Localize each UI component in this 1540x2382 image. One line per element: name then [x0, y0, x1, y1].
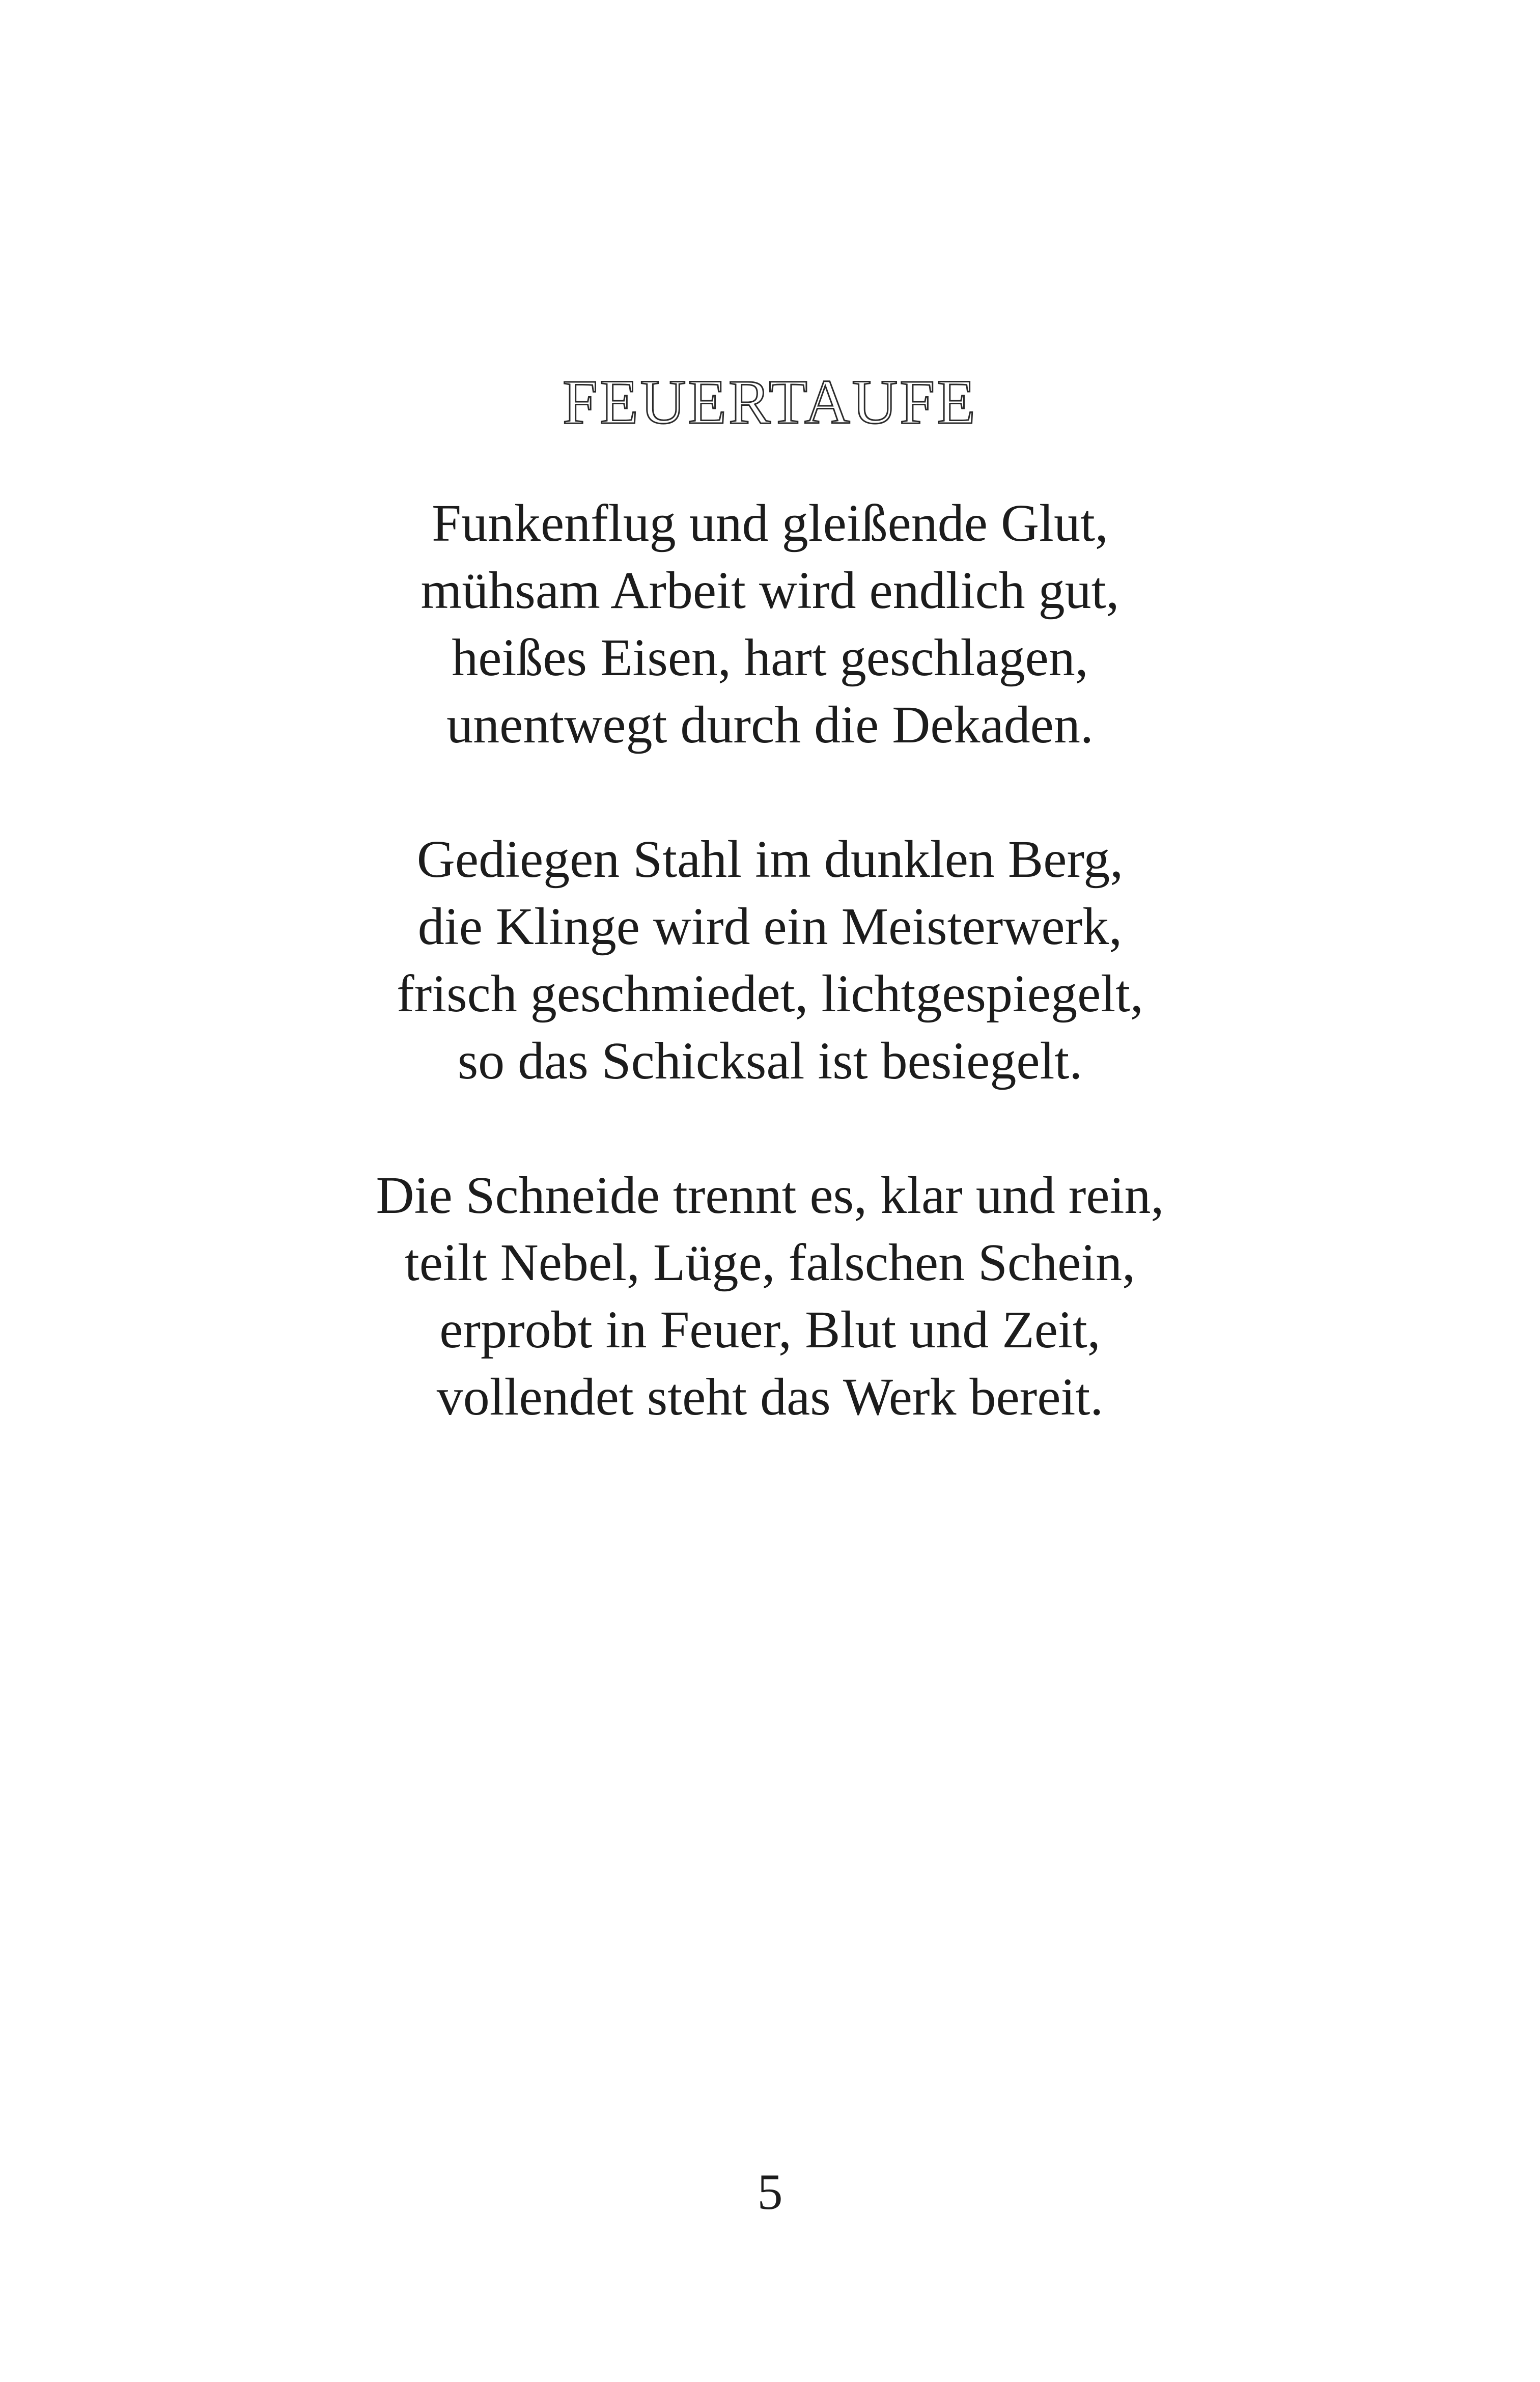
poem-line: Funkenflug und gleißende Glut, [432, 494, 1108, 552]
stanza-1 [0, 490, 1540, 759]
page-number: 5 [757, 2164, 783, 2220]
poem-line: vollendet steht das Werk bereit. [436, 1368, 1104, 1426]
poem-title: FEUERTAUFE [563, 367, 977, 437]
stanza-3 [0, 1162, 1540, 1431]
poem-line: Gediegen Stahl im dunklen Berg, [416, 830, 1124, 889]
poem-line: unentwegt durch die Dekaden. [446, 696, 1094, 754]
poem-line: frisch geschmiedet, lichtgespiegelt, [396, 964, 1144, 1023]
poem-body [0, 490, 1540, 1431]
poem-line: teilt Nebel, Lüge, falschen Schein, [404, 1233, 1136, 1292]
poem-line: die Klinge wird ein Meisterwerk, [417, 897, 1123, 956]
poem-line: erprobt in Feuer, Blut und Zeit, [439, 1300, 1101, 1359]
poem-line: mühsam Arbeit wird endlich gut, [421, 561, 1119, 620]
stanza-2 [0, 826, 1540, 1095]
poem-line: Die Schneide trennt es, klar und rein, [376, 1166, 1164, 1225]
poem-line: so das Schicksal ist besiegelt. [457, 1032, 1083, 1090]
poem-line: heißes Eisen, hart geschlagen, [452, 628, 1088, 687]
